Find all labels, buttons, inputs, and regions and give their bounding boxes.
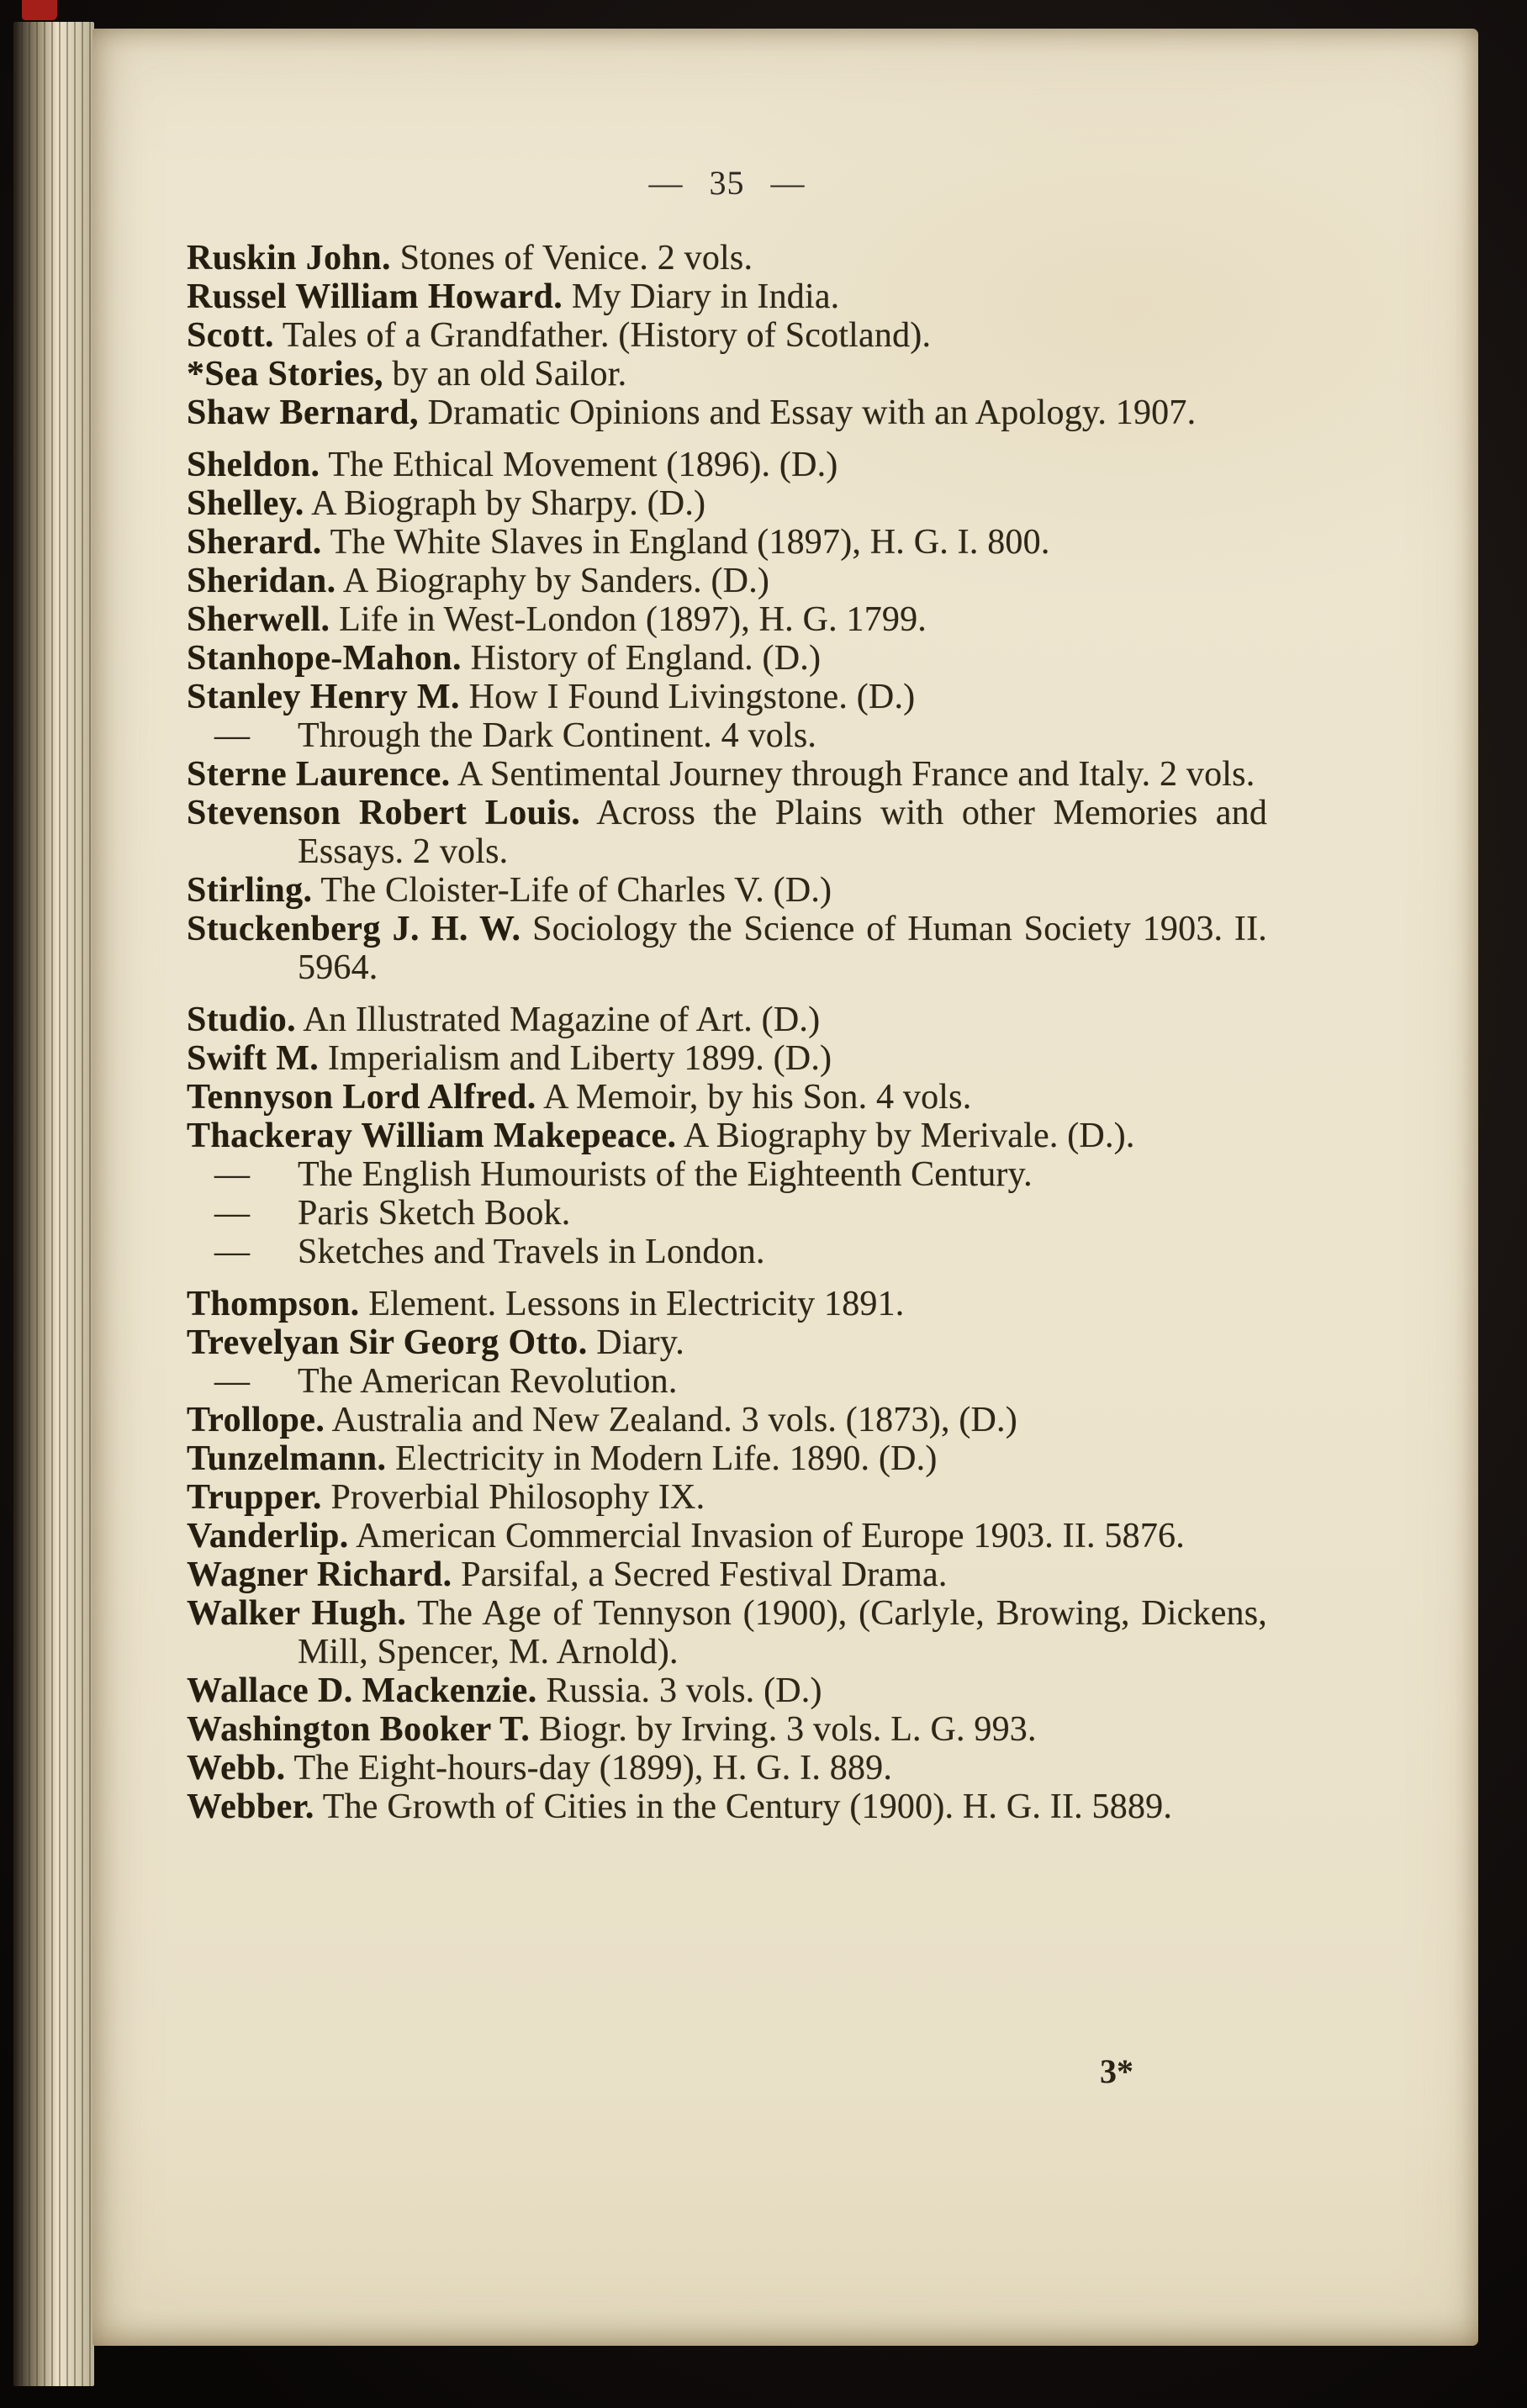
entry-author: Swift M. bbox=[187, 1039, 320, 1078]
entry-author: Washington Booker T. bbox=[187, 1710, 531, 1749]
catalog-entry bbox=[187, 1285, 1267, 1323]
entry-title: Through the Dark Continent. 4 vols. bbox=[298, 716, 817, 755]
entry-title: Australia and New Zealand. 3 vols. (1873), (D.) bbox=[331, 1401, 1017, 1439]
entry-title: The American Revolution. bbox=[298, 1362, 678, 1401]
catalog-entry bbox=[187, 484, 1267, 523]
catalog-entry bbox=[187, 523, 1267, 562]
entry-title: My Diary in India. bbox=[571, 277, 840, 316]
entry-author: Shelley. bbox=[187, 484, 304, 523]
entry-author: Shaw Bernard, bbox=[187, 393, 419, 432]
book-page bbox=[92, 29, 1478, 2346]
entry-title: Tales of a Grandfather. (History of Scotland). bbox=[282, 316, 932, 355]
entry-author: Thompson. bbox=[187, 1285, 360, 1323]
entry-title: Dramatic Opinions and Essay with an Apology. 1907. bbox=[427, 393, 1197, 432]
entry-title: Imperialism and Liberty 1899. (D.) bbox=[327, 1039, 832, 1078]
red-ink-mark bbox=[22, 0, 57, 20]
catalog-entry bbox=[187, 1788, 1267, 1826]
entry-author: Webber. bbox=[187, 1788, 314, 1826]
dash-mark: — bbox=[214, 1194, 251, 1233]
entry-title: The Ethical Movement (1896). (D.) bbox=[328, 446, 838, 484]
catalog-entry bbox=[187, 910, 1267, 987]
catalog-entry bbox=[187, 1594, 1267, 1671]
entry-title: Life in West-London (1897), H. G. 1799. bbox=[339, 600, 927, 639]
catalog-entry bbox=[187, 1555, 1267, 1594]
entry-author: Stanley Henry M. bbox=[187, 678, 460, 716]
entry-title: History of England. (D.) bbox=[470, 639, 822, 678]
catalog-entry bbox=[187, 1439, 1267, 1478]
entry-author: Webb. bbox=[187, 1749, 286, 1788]
catalog-entry bbox=[187, 316, 1267, 355]
catalog-entry bbox=[187, 1117, 1267, 1155]
entry-title: Diary. bbox=[596, 1323, 684, 1362]
catalog-entry bbox=[187, 1478, 1267, 1517]
catalog-entry bbox=[187, 716, 1267, 755]
catalog-entry bbox=[187, 446, 1267, 484]
entry-title: Electricity in Modern Life. 1890. (D.) bbox=[395, 1439, 938, 1478]
entry-author: Sherard. bbox=[187, 523, 322, 562]
catalog-entry bbox=[187, 1749, 1267, 1788]
entry-title: Sociology the Science of Human Society 1903. II. 5964. bbox=[298, 910, 1267, 987]
catalog-entry bbox=[187, 277, 1267, 316]
entry-title: A Biograph by Sharpy. (D.) bbox=[311, 484, 706, 523]
catalog-entry bbox=[187, 639, 1267, 678]
catalog-entry bbox=[187, 393, 1267, 432]
entry-author: Trevelyan Sir Georg Otto. bbox=[187, 1323, 588, 1362]
catalog-entry bbox=[187, 239, 1267, 277]
catalog-entry bbox=[187, 1671, 1267, 1710]
catalog-entry bbox=[187, 1155, 1267, 1194]
catalog-entry bbox=[187, 1710, 1267, 1749]
dash-mark: — bbox=[214, 716, 251, 755]
catalog-entry bbox=[187, 1517, 1267, 1555]
catalog-entry bbox=[187, 1078, 1267, 1117]
entry-title: Across the Plains with other Memories and Essays. 2 vols. bbox=[298, 794, 1268, 871]
entry-author: Stuckenberg J. H. W. bbox=[187, 910, 521, 948]
entry-author: Scott. bbox=[187, 316, 274, 355]
catalog-entry bbox=[187, 1323, 1267, 1362]
entry-title: American Commercial Invasion of Europe 1903. II. 5876. bbox=[356, 1517, 1185, 1555]
entry-author: Russel William Howard. bbox=[187, 277, 563, 316]
dash-mark: — bbox=[214, 1362, 251, 1401]
entry-author: Sheridan. bbox=[187, 562, 336, 600]
entry-title: Parsifal, a Secred Festival Drama. bbox=[461, 1555, 948, 1594]
catalog-entry bbox=[187, 1194, 1267, 1233]
entry-author: Thackeray William Makepeace. bbox=[187, 1117, 677, 1155]
catalog-entry bbox=[187, 600, 1267, 639]
page-number: — 35 — bbox=[648, 164, 806, 202]
catalog-entry bbox=[187, 1001, 1267, 1039]
entry-title: Stones of Venice. 2 vols. bbox=[399, 239, 753, 277]
entry-author: *Sea Stories, bbox=[187, 355, 383, 393]
entry-author: Stirling. bbox=[187, 871, 313, 910]
catalog-entry bbox=[187, 562, 1267, 600]
entry-title: The English Humourists of the Eighteenth Century. bbox=[298, 1155, 1033, 1194]
entry-title: Element. Lessons in Electricity 1891. bbox=[368, 1285, 905, 1323]
entry-title: The Age of Tennyson (1900), (Carlyle, Browing, Dickens, Mill, Spencer, M. Arnold). bbox=[298, 1594, 1267, 1671]
catalog-entry bbox=[187, 1401, 1267, 1439]
entry-title: Russia. 3 vols. (D.) bbox=[546, 1671, 822, 1710]
catalog-entry bbox=[187, 678, 1267, 716]
dash-mark: — bbox=[214, 1233, 251, 1271]
entry-title: The Cloister-Life of Charles V. (D.) bbox=[320, 871, 832, 910]
entry-title: Proverbial Philosophy IX. bbox=[330, 1478, 705, 1517]
entry-author: Wagner Richard. bbox=[187, 1555, 452, 1594]
entry-author: Walker Hugh. bbox=[187, 1594, 407, 1633]
entry-title: The White Slaves in England (1897), H. G. I. 800. bbox=[330, 523, 1050, 562]
entry-author: Studio. bbox=[187, 1001, 297, 1039]
catalog-entry bbox=[187, 794, 1267, 871]
entry-author: Stanhope-Mahon. bbox=[187, 639, 462, 678]
entry-title: A Biography by Sanders. (D.) bbox=[342, 562, 770, 600]
catalog-entry bbox=[187, 1039, 1267, 1078]
entry-list bbox=[187, 239, 1267, 1826]
entry-title: The Eight-hours-day (1899), H. G. I. 889. bbox=[293, 1749, 893, 1788]
entry-title: Sketches and Travels in London. bbox=[298, 1233, 765, 1271]
dash-mark: — bbox=[214, 1155, 251, 1194]
page-edges-stack bbox=[13, 22, 94, 2386]
catalog-entry bbox=[187, 355, 1267, 393]
entry-title: by an old Sailor. bbox=[392, 355, 627, 393]
catalog-entry bbox=[187, 871, 1267, 910]
entry-title: How I Found Livingstone. (D.) bbox=[468, 678, 916, 716]
entry-author: Stevenson Robert Louis. bbox=[187, 794, 581, 832]
entry-title: A Biography by Merivale. (D.). bbox=[683, 1117, 1135, 1155]
entry-author: Tunzelmann. bbox=[187, 1439, 387, 1478]
entry-title: An Illustrated Magazine of Art. (D.) bbox=[303, 1001, 821, 1039]
signature-mark: 3* bbox=[1100, 2052, 1133, 2090]
entry-author: Sterne Laurence. bbox=[187, 755, 451, 794]
entry-author: Ruskin John. bbox=[187, 239, 391, 277]
catalog-entry bbox=[187, 1233, 1267, 1271]
entry-title: A Memoir, by his Son. 4 vols. bbox=[543, 1078, 972, 1117]
entry-title: Paris Sketch Book. bbox=[298, 1194, 571, 1233]
entry-title: A Sentimental Journey through France and Italy. 2 vols. bbox=[457, 755, 1255, 794]
entry-title: Biogr. by Irving. 3 vols. L. G. 993. bbox=[539, 1710, 1037, 1749]
entry-author: Vanderlip. bbox=[187, 1517, 349, 1555]
entry-author: Tennyson Lord Alfred. bbox=[187, 1078, 536, 1117]
entry-author: Sheldon. bbox=[187, 446, 320, 484]
entry-author: Trollope. bbox=[187, 1401, 325, 1439]
entry-author: Wallace D. Mackenzie. bbox=[187, 1671, 537, 1710]
entry-author: Trupper. bbox=[187, 1478, 322, 1517]
catalog-entry bbox=[187, 1362, 1267, 1401]
entry-title: The Growth of Cities in the Century (1900). H. G. II. 5889. bbox=[322, 1788, 1173, 1826]
entry-author: Sherwell. bbox=[187, 600, 330, 639]
catalog-entry bbox=[187, 755, 1267, 794]
